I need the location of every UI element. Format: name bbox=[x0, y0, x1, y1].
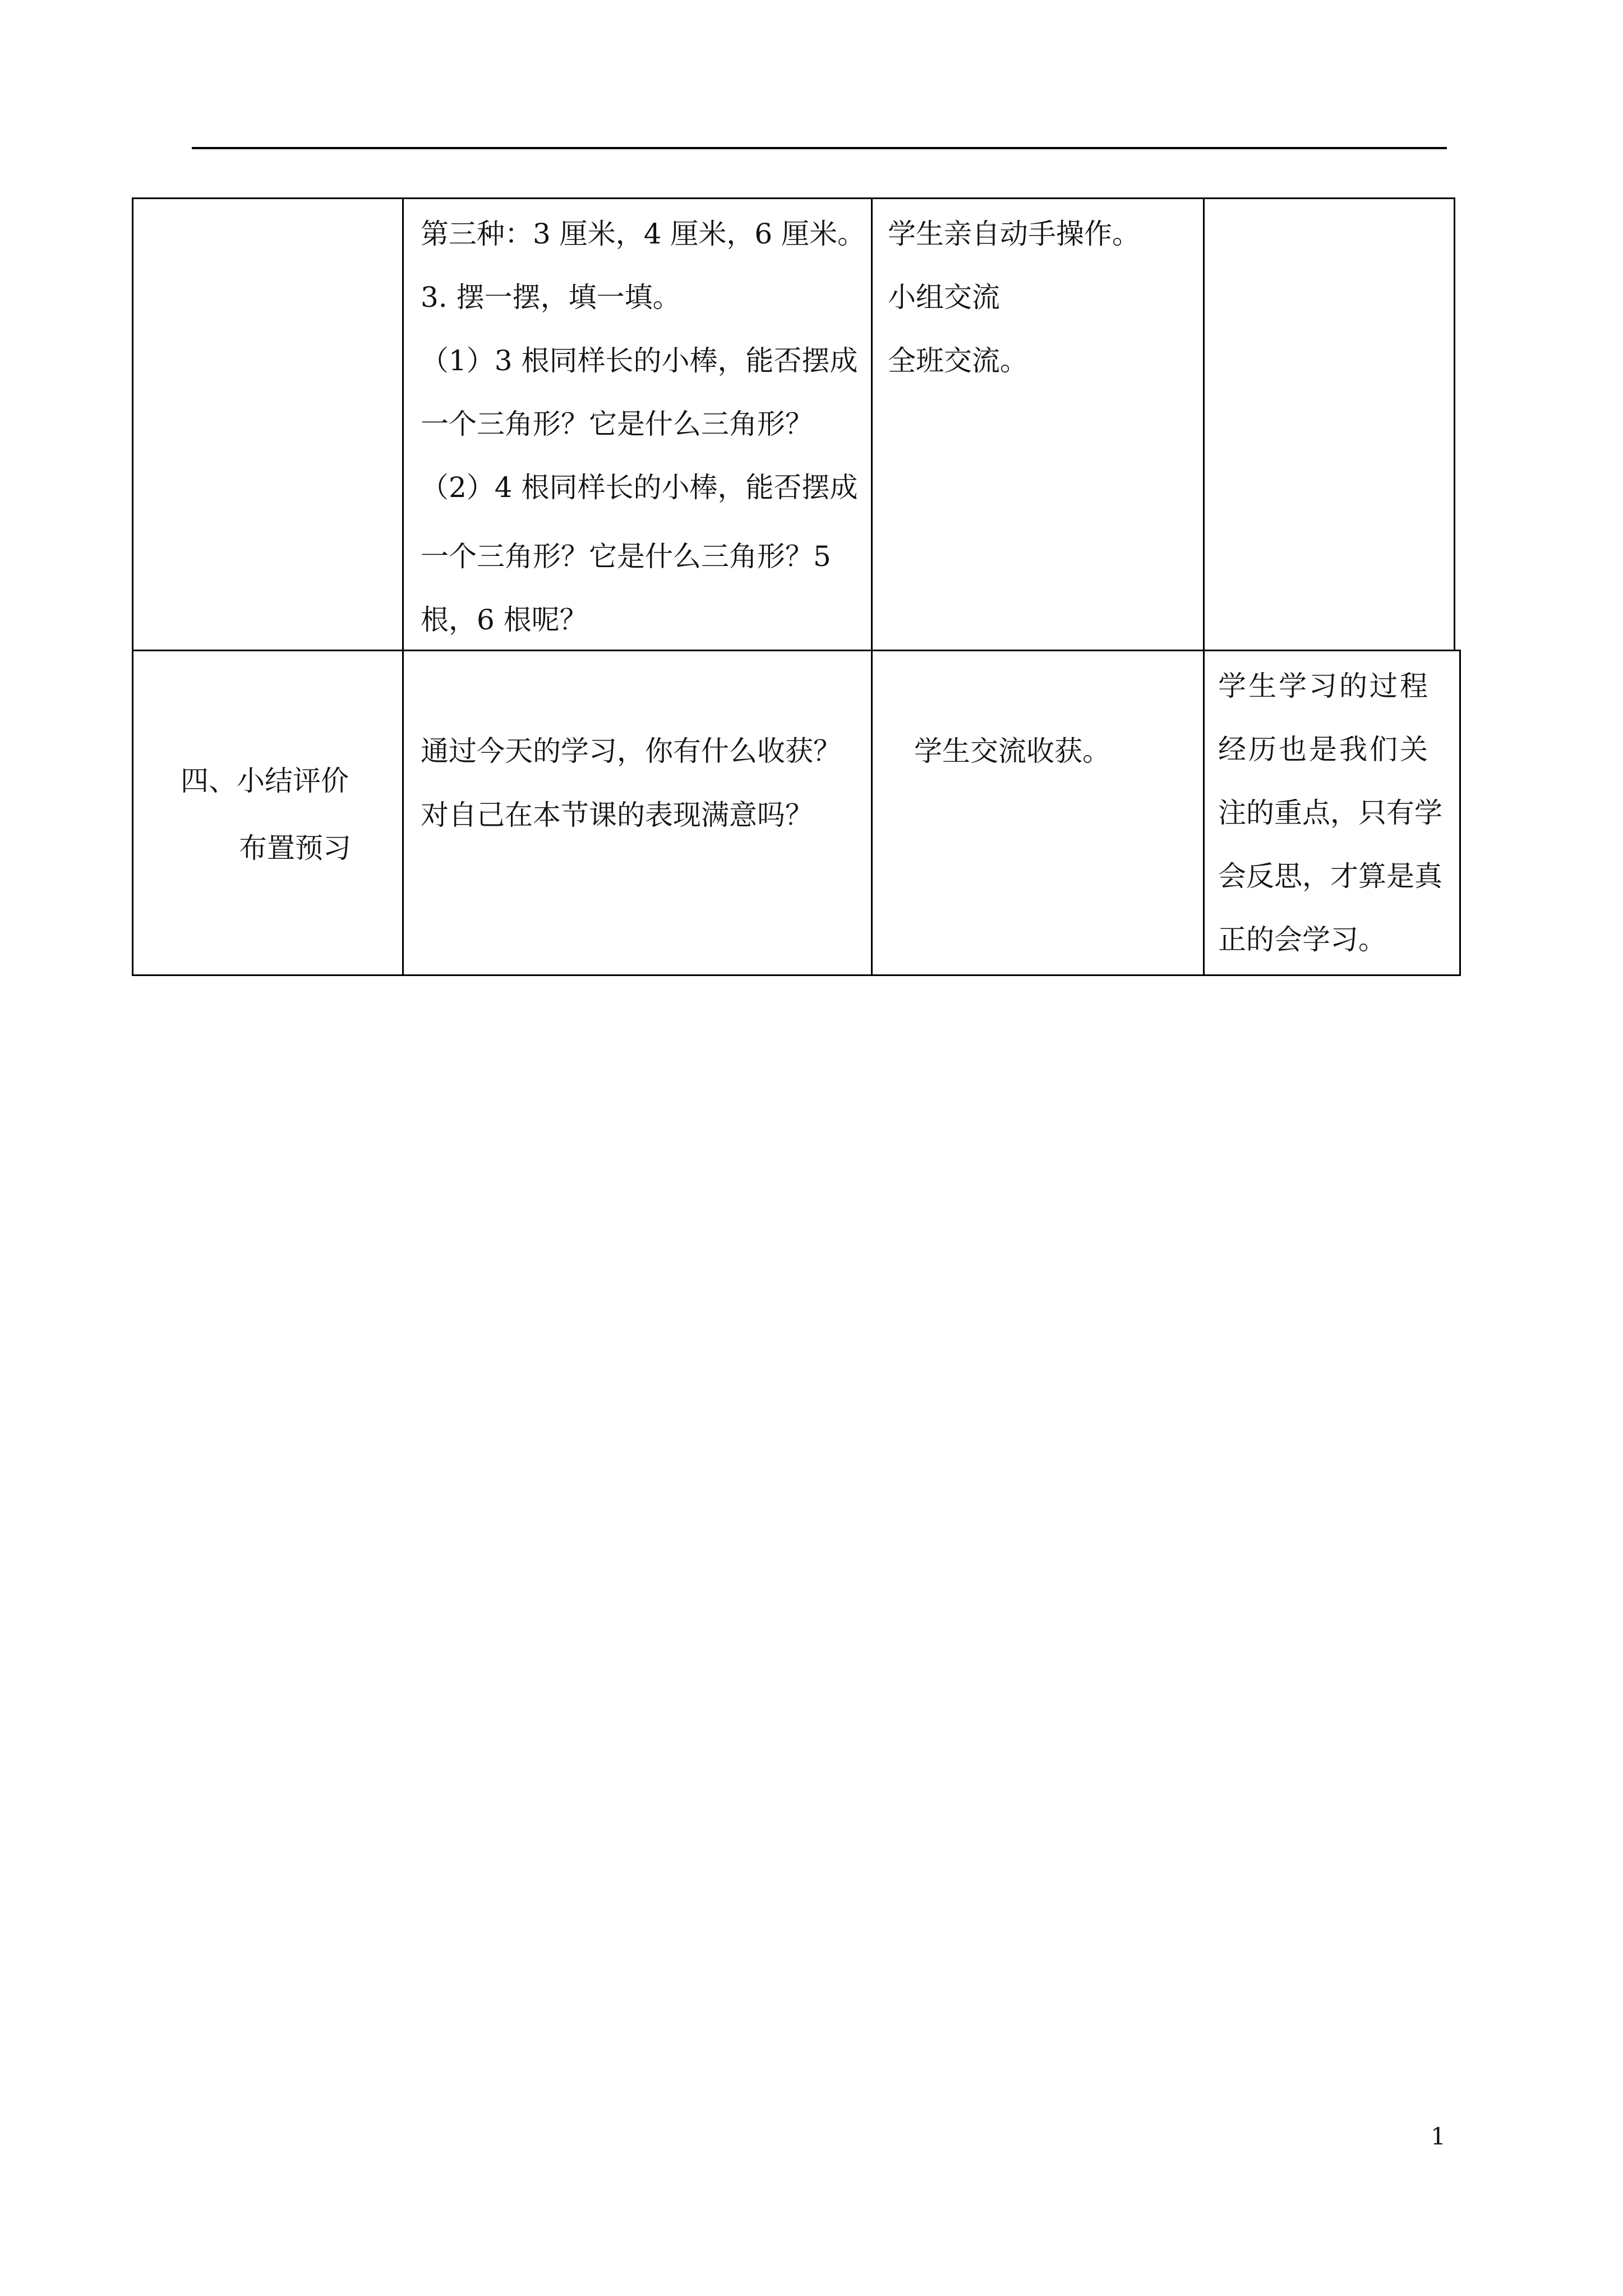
row2-intent-line: 注的重点，只有学 bbox=[1218, 797, 1442, 829]
row1-student-line: 全班交流。 bbox=[888, 344, 1028, 377]
row2-intent-line: 学生学习的过程 bbox=[1218, 670, 1430, 702]
row1-activity-line: 一个三角形？它是什么三角形？ bbox=[421, 408, 813, 440]
row1-activity-line: （2）4 根同样长的小棒，能否摆成 bbox=[421, 471, 858, 504]
row1-activity-line: 第三种：3 厘米，4 厘米，6 厘米。 bbox=[421, 218, 866, 250]
row2-stage-line: 布置预习 bbox=[239, 832, 351, 864]
row1-activity-line: 根，6 根呢？ bbox=[421, 604, 588, 636]
row2-intent-line: 经历也是我们关 bbox=[1218, 733, 1430, 766]
page-number: 1 bbox=[1431, 2123, 1446, 2150]
row1-activity-line: 一个三角形？它是什么三角形？5 bbox=[421, 540, 831, 573]
table-col-divider-1 bbox=[402, 197, 404, 976]
row1-activity-line: （1）3 根同样长的小棒，能否摆成 bbox=[421, 344, 858, 377]
row2-intent-line: 正的会学习。 bbox=[1218, 923, 1386, 956]
table-top-border bbox=[132, 197, 1455, 199]
row1-student-line: 学生亲自动手操作。 bbox=[888, 218, 1140, 250]
table-col-divider-2 bbox=[871, 197, 873, 976]
table-row-divider bbox=[132, 650, 1461, 651]
row2-student-line: 学生交流收获。 bbox=[914, 735, 1110, 767]
table-left-border bbox=[132, 197, 133, 976]
row1-student-line: 小组交流 bbox=[888, 281, 1000, 314]
table-col-divider-3 bbox=[1203, 197, 1205, 976]
table-right-border-row1 bbox=[1454, 197, 1455, 651]
row2-activity-line: 对自己在本节课的表现满意吗？ bbox=[421, 799, 813, 831]
row1-activity-line: 3. 摆一摆，填一填。 bbox=[421, 281, 681, 314]
header-rule bbox=[192, 147, 1447, 149]
table-right-border-row2 bbox=[1459, 650, 1461, 976]
row2-stage-line: 四、小结评价 bbox=[181, 765, 349, 797]
table-bottom-border bbox=[132, 974, 1461, 976]
row2-activity-line: 通过今天的学习，你有什么收获？ bbox=[421, 735, 841, 767]
row2-intent-line: 会反思，才算是真 bbox=[1218, 860, 1442, 892]
